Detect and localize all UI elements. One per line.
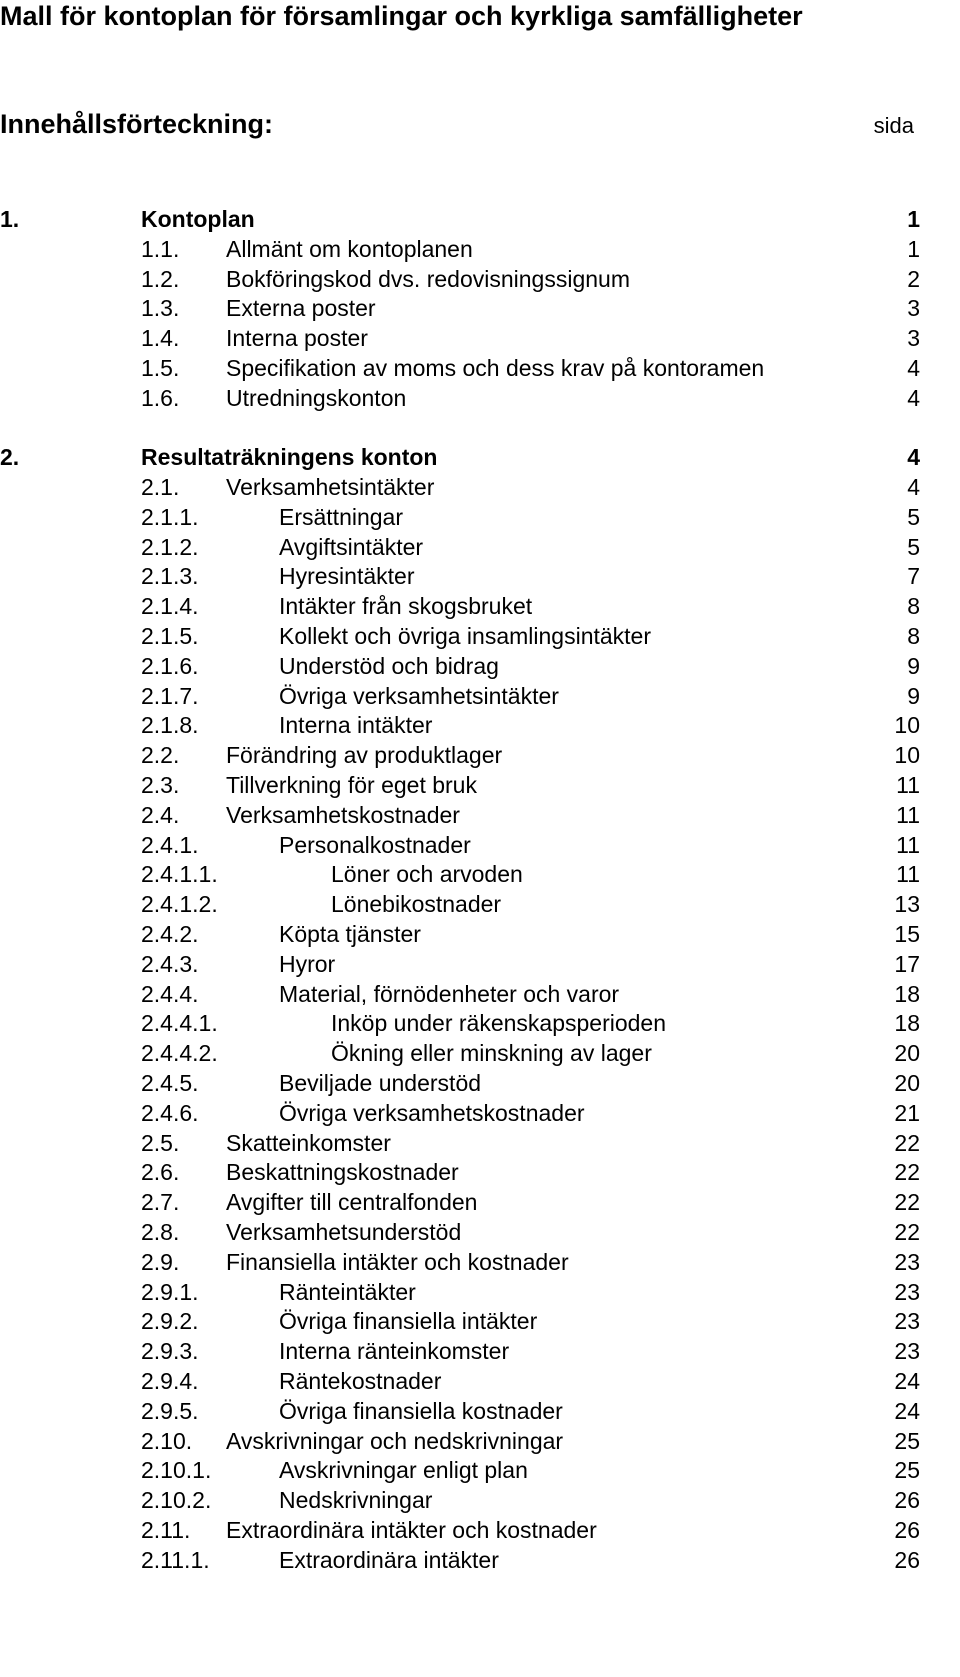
toc-entry-number: 2.3. xyxy=(141,772,180,798)
toc-entry-number: 2.1.7. xyxy=(141,683,199,709)
toc-entry-number: 2.4.4.2. xyxy=(141,1040,218,1066)
toc-entry xyxy=(0,1545,960,1575)
toc-entry-number: 2. xyxy=(0,444,20,470)
toc-entry-page: 1 xyxy=(907,236,920,262)
toc-entry-page: 10 xyxy=(894,742,920,768)
toc-entry-title: Intäkter från skogsbruket xyxy=(279,593,533,619)
toc-entry xyxy=(0,204,960,234)
toc-entry xyxy=(0,681,960,711)
toc-entry-title: Resultaträkningens konton xyxy=(141,444,438,470)
toc-entry xyxy=(0,651,960,681)
toc-entry-page: 24 xyxy=(894,1398,920,1424)
toc-entry-number: 2.1.2. xyxy=(141,534,199,560)
toc-entry-title: Nedskrivningar xyxy=(279,1487,433,1513)
toc-entry-page: 23 xyxy=(894,1308,920,1334)
toc-entry-title: Avgifter till centralfonden xyxy=(226,1189,478,1215)
toc-entry xyxy=(0,561,960,591)
toc-entry-page: 26 xyxy=(894,1487,920,1513)
toc-entry-number: 2.9. xyxy=(141,1249,180,1275)
toc-entry-title: Löner och arvoden xyxy=(331,861,523,887)
toc-entry-number: 1.6. xyxy=(141,385,180,411)
toc-entry-page: 18 xyxy=(894,981,920,1007)
toc-entry xyxy=(0,919,960,949)
toc-entry xyxy=(0,770,960,800)
toc-entry-title: Extraordinära intäkter och kostnader xyxy=(226,1517,597,1543)
toc-entry xyxy=(0,1366,960,1396)
toc-entry xyxy=(0,1455,960,1485)
toc-entry-title: Understöd och bidrag xyxy=(279,653,499,679)
toc-entry-title: Interna poster xyxy=(226,325,368,351)
toc-entry xyxy=(0,234,960,264)
toc-entry-page: 26 xyxy=(894,1517,920,1543)
toc-entry-page: 22 xyxy=(894,1130,920,1156)
toc-entry-title: Ökning eller minskning av lager xyxy=(331,1040,652,1066)
toc-entry-number: 2.1.5. xyxy=(141,623,199,649)
toc-entry-title: Förändring av produktlager xyxy=(226,742,503,768)
toc-entry-title: Material, förnödenheter och varor xyxy=(279,981,620,1007)
toc-entry xyxy=(0,293,960,323)
toc-entry-number: 2.7. xyxy=(141,1189,180,1215)
toc-entry-page: 17 xyxy=(894,951,920,977)
toc-entry xyxy=(0,1068,960,1098)
toc-entry-title: Verksamhetsunderstöd xyxy=(226,1219,462,1245)
toc-entry xyxy=(0,442,960,472)
toc-entry-page: 5 xyxy=(907,504,920,530)
toc-entry-title: Ränteintäkter xyxy=(279,1279,416,1305)
toc-entry xyxy=(0,621,960,651)
toc-entry xyxy=(0,1128,960,1158)
toc-entry-number: 2.6. xyxy=(141,1159,180,1185)
toc-entry-page: 3 xyxy=(907,295,920,321)
toc-entry xyxy=(0,264,960,294)
toc-entry-page: 22 xyxy=(894,1159,920,1185)
toc-entry-number: 2.4.3. xyxy=(141,951,199,977)
toc-entry xyxy=(0,383,960,413)
toc-entry-title: Skatteinkomster xyxy=(226,1130,391,1156)
toc-entry-number: 2.9.2. xyxy=(141,1308,199,1334)
toc-entry-title: Interna ränteinkomster xyxy=(279,1338,510,1364)
toc-entry-number: 2.11. xyxy=(141,1517,191,1543)
toc-entry-number: 2.9.5. xyxy=(141,1398,199,1424)
toc-entry-page: 2 xyxy=(907,266,920,292)
toc-entry xyxy=(0,830,960,860)
toc-entry-page: 25 xyxy=(894,1428,920,1454)
toc-entry-title: Räntekostnader xyxy=(279,1368,442,1394)
toc-entry xyxy=(0,1157,960,1187)
toc-entry xyxy=(0,740,960,770)
toc-entry xyxy=(0,1217,960,1247)
toc-entry-number: 1.3. xyxy=(141,295,180,321)
toc-entry-page: 5 xyxy=(907,534,920,560)
toc-entry xyxy=(0,800,960,830)
toc-entry-number: 2.1. xyxy=(141,474,180,500)
toc-entry-page: 26 xyxy=(894,1547,920,1573)
toc-entry-title: Personalkostnader xyxy=(279,832,471,858)
page-column-label: sida xyxy=(873,113,914,138)
toc-entry xyxy=(0,1306,960,1336)
toc-entry xyxy=(0,1187,960,1217)
toc-entry xyxy=(0,1008,960,1038)
toc-entry-page: 4 xyxy=(907,355,920,381)
toc-entry xyxy=(0,502,960,532)
toc-entry xyxy=(0,859,960,889)
toc-entry-title: Finansiella intäkter och kostnader xyxy=(226,1249,569,1275)
toc-entry-number: 2.4.2. xyxy=(141,921,199,947)
toc-heading: Innehållsförteckning: xyxy=(0,109,274,139)
toc-entry-number: 2.4. xyxy=(141,802,180,828)
toc-entry xyxy=(0,1426,960,1456)
toc-entry-title: Externa poster xyxy=(226,295,376,321)
page-title: Mall för kontoplan för församlingar och kyrkliga samfälligheter xyxy=(0,1,803,31)
toc-entry-page: 20 xyxy=(894,1040,920,1066)
toc-entry-title: Allmänt om kontoplanen xyxy=(226,236,473,262)
toc-entry-number: 2.4.1.1. xyxy=(141,861,218,887)
toc-entry-page: 11 xyxy=(896,861,920,887)
toc-entry xyxy=(0,591,960,621)
toc-entry-page: 23 xyxy=(894,1249,920,1275)
toc-entry-number: 2.1.4. xyxy=(141,593,199,619)
toc-entry-title: Övriga verksamhetskostnader xyxy=(279,1100,585,1126)
toc-entry-page: 9 xyxy=(907,683,920,709)
toc-entry-title: Avgiftsintäkter xyxy=(279,534,424,560)
toc-entry xyxy=(0,889,960,919)
toc-entry-title: Verksamhetsintäkter xyxy=(226,474,435,500)
toc-entry-page: 4 xyxy=(907,385,920,411)
toc-entry-number: 1. xyxy=(0,206,20,232)
toc-entry xyxy=(0,1247,960,1277)
toc-entry-title: Beviljade understöd xyxy=(279,1070,482,1096)
toc-entry-number: 2.10.2. xyxy=(141,1487,212,1513)
toc-entry-number: 2.4.5. xyxy=(141,1070,199,1096)
toc-entry-number: 2.2. xyxy=(141,742,180,768)
toc-entry-title: Kontoplan xyxy=(141,206,255,232)
toc-entry-page: 9 xyxy=(907,653,920,679)
toc-entry-number: 2.9.1. xyxy=(141,1279,199,1305)
toc-entry-page: 21 xyxy=(894,1100,920,1126)
toc-entry-number: 2.4.6. xyxy=(141,1100,199,1126)
toc-entry-title: Tillverkning för eget bruk xyxy=(226,772,477,798)
toc-entry-title: Avskrivningar enligt plan xyxy=(279,1457,528,1483)
toc-entry-page: 4 xyxy=(907,474,920,500)
toc-entry xyxy=(0,353,960,383)
toc-entry-number: 1.4. xyxy=(141,325,180,351)
toc-entry xyxy=(0,472,960,502)
toc-entry-title: Bokföringskod dvs. redovisningssignum xyxy=(226,266,630,292)
toc-entry xyxy=(0,323,960,353)
toc-entry-number: 2.11.1. xyxy=(141,1547,210,1573)
toc-entry-page: 11 xyxy=(896,802,920,828)
toc-entry-title: Hyror xyxy=(279,951,336,977)
toc-entry xyxy=(0,949,960,979)
toc-entry-title: Kollekt och övriga insamlingsintäkter xyxy=(279,623,652,649)
toc-entry-number: 2.4.4.1. xyxy=(141,1010,218,1036)
toc-entry-page: 23 xyxy=(894,1338,920,1364)
toc-entry-page: 23 xyxy=(894,1279,920,1305)
toc-entry-number: 2.10.1. xyxy=(141,1457,212,1483)
toc-entry-title: Övriga finansiella intäkter xyxy=(279,1308,538,1334)
toc-entry-number: 2.1.1. xyxy=(141,504,199,530)
toc-entry-page: 10 xyxy=(894,712,920,738)
toc-entry xyxy=(0,1336,960,1366)
toc-entry-page: 8 xyxy=(907,623,920,649)
toc-entry-title: Övriga finansiella kostnader xyxy=(279,1398,563,1424)
toc-entry-number: 2.1.3. xyxy=(141,563,199,589)
toc-entry-number: 2.9.4. xyxy=(141,1368,199,1394)
toc-entry-title: Verksamhetskostnader xyxy=(226,802,460,828)
toc-entry-title: Utredningskonton xyxy=(226,385,407,411)
toc-entry-number: 2.4.1. xyxy=(141,832,199,858)
toc-entry-number: 1.5. xyxy=(141,355,180,381)
toc-entry-page: 20 xyxy=(894,1070,920,1096)
toc-entry-title: Ersättningar xyxy=(279,504,404,530)
toc-entry-page: 22 xyxy=(894,1219,920,1245)
toc-entry-number: 2.4.4. xyxy=(141,981,199,1007)
toc-entry-title: Extraordinära intäkter xyxy=(279,1547,499,1573)
toc-entry-page: 7 xyxy=(907,563,920,589)
toc-entry-title: Lönebikostnader xyxy=(331,891,502,917)
toc-entry-number: 1.1. xyxy=(141,236,180,262)
toc-entry-page: 24 xyxy=(894,1368,920,1394)
toc-entry xyxy=(0,1277,960,1307)
toc-entry xyxy=(0,1515,960,1545)
toc-entry-page: 13 xyxy=(894,891,920,917)
toc-entry xyxy=(0,979,960,1009)
toc-entry-title: Specifikation av moms och dess krav på kontoramen xyxy=(226,355,765,381)
toc-entry-page: 11 xyxy=(896,832,920,858)
toc-entry-page: 15 xyxy=(894,921,920,947)
toc-entry-title: Köpta tjänster xyxy=(279,921,421,947)
toc-entry-page: 1 xyxy=(907,206,920,232)
toc-entry-title: Avskrivningar och nedskrivningar xyxy=(226,1428,564,1454)
toc-entry-number: 2.9.3. xyxy=(141,1338,199,1364)
toc-entry-page: 11 xyxy=(896,772,920,798)
toc-entry xyxy=(0,532,960,562)
toc-entry-title: Interna intäkter xyxy=(279,712,433,738)
toc-entry-page: 4 xyxy=(907,444,920,470)
toc-entry-page: 8 xyxy=(907,593,920,619)
toc-entry-page: 22 xyxy=(894,1189,920,1215)
toc-entry-page: 25 xyxy=(894,1457,920,1483)
toc-entry-number: 2.10. xyxy=(141,1428,193,1454)
toc-entry-title: Inköp under räkenskapsperioden xyxy=(331,1010,667,1036)
toc-entry-number: 2.5. xyxy=(141,1130,180,1156)
toc-entry xyxy=(0,1038,960,1068)
toc-entry-number: 2.1.6. xyxy=(141,653,199,679)
toc-entry-number: 1.2. xyxy=(141,266,180,292)
toc-entry-number: 2.4.1.2. xyxy=(141,891,218,917)
toc-entry-number: 2.8. xyxy=(141,1219,180,1245)
toc-entry-page: 18 xyxy=(894,1010,920,1036)
toc-entry-title: Övriga verksamhetsintäkter xyxy=(279,683,559,709)
toc-entry-title: Hyresintäkter xyxy=(279,563,415,589)
toc-entry xyxy=(0,1098,960,1128)
toc-entry xyxy=(0,1485,960,1515)
toc-entry xyxy=(0,1396,960,1426)
toc-entry-number: 2.1.8. xyxy=(141,712,199,738)
toc-entry xyxy=(0,710,960,740)
toc-entry-page: 3 xyxy=(907,325,920,351)
toc-entry-title: Beskattningskostnader xyxy=(226,1159,459,1185)
